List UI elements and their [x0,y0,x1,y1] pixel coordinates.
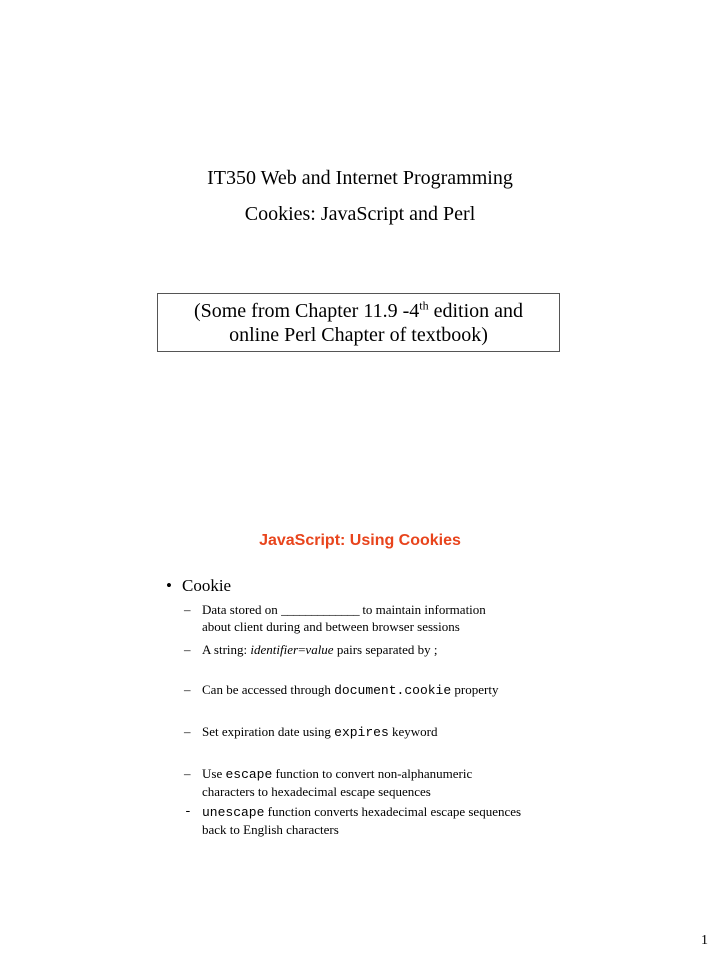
item-text-line2: about client during and between browser sessions [202,619,460,634]
bullet-icon: • [166,576,172,595]
item-emphasis: identifier [250,642,299,657]
list-item [184,803,584,838]
source-note-text: (Some from Chapter 11.9 -4 [193,300,420,322]
item-text: pairs separated by ; [333,642,438,657]
item-text: function to convert non-alphanumeric [272,766,473,781]
bullet-label: Cookie [182,576,232,595]
item-text-line2: characters to hexadecimal escape sequences [202,784,431,799]
item-code: escape [225,767,273,782]
item-code: unescape [202,805,265,820]
superscript-th: th [419,298,429,313]
dash-marker: – [184,724,191,739]
dash-marker: - [184,804,192,819]
item-code: document.cookie [334,683,452,698]
fill-in-blank: _____________ [281,602,360,617]
item-text: property [451,682,499,697]
list-item [184,723,584,741]
slide-subtitle: Cookies: JavaScript and Perl [244,203,476,225]
dash-marker: – [184,766,191,781]
item-text: Set expiration date using [202,724,335,739]
list-item [184,641,584,658]
source-note-text-cont: edition and [428,300,524,322]
item-text-line2: back to English characters [202,822,339,837]
list-item [184,681,584,699]
item-text: Data stored on [202,602,282,617]
list-item [184,765,584,800]
item-text: function converts hexadecimal escape sequences [264,804,522,819]
bullet-cookie [166,576,231,596]
dash-marker: – [184,642,191,657]
source-note-box [157,293,560,352]
list-item [184,601,584,635]
section-heading: JavaScript: Using Cookies [259,532,461,549]
source-note-line2: online Perl Chapter of textbook) [229,324,488,346]
item-text: Use [202,766,226,781]
item-text: = [298,642,306,657]
item-code: expires [334,725,389,740]
item-text: Can be accessed through [202,682,335,697]
item-emphasis: value [305,642,334,657]
dash-marker: – [184,682,191,697]
slide-title: IT350 Web and Internet Programming [207,167,513,189]
item-text: A string: [202,642,251,657]
page-number: 1 [701,933,708,948]
dash-marker: – [184,602,191,617]
item-text: to maintain information [359,602,486,617]
item-text: keyword [388,724,438,739]
